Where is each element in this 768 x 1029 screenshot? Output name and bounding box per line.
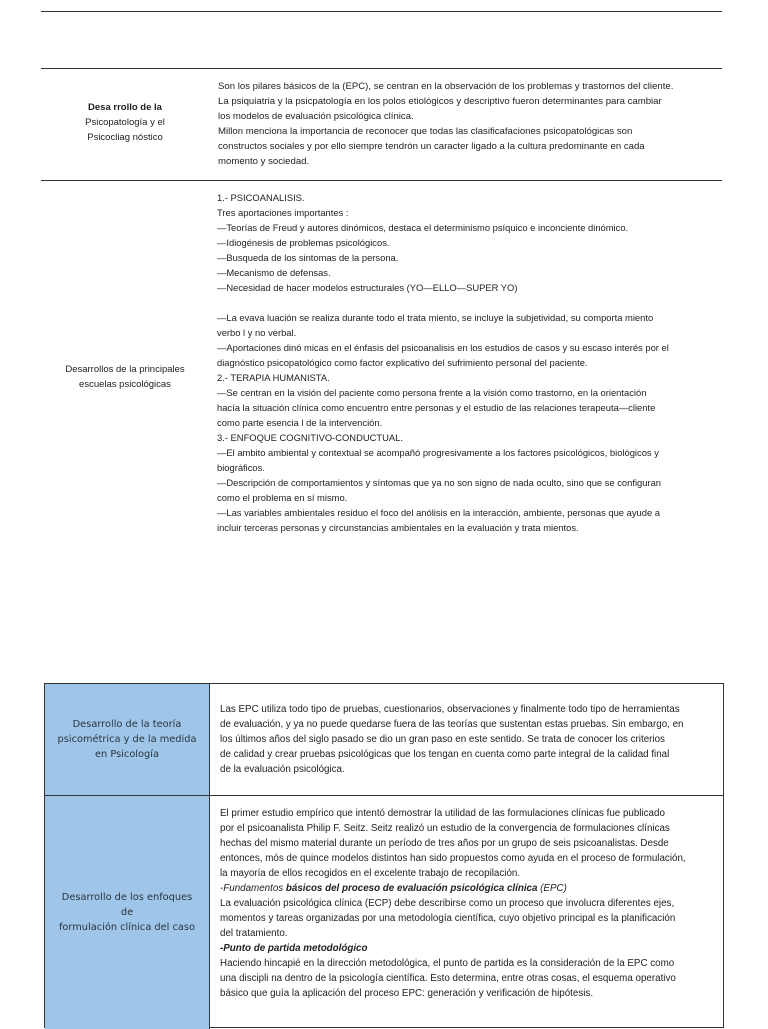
text-line: —El ambito ambiental y contextual se acompañó progresivamente a los factores psicológicos, biológicos y [217,447,659,458]
section2-top-rule [41,180,722,181]
subheading-prefix: -Fundamentos [220,883,286,894]
lower-table [44,683,724,1028]
text-line: verbo l y no verbal. [217,327,297,338]
text-line: de evaluación, y ya no puede quedarse fuera de las teorías que sustentan estas pruebas. Sin embargo, en [220,719,684,730]
text-line: —Teorías de Freud y autores dinómicos, destaca el determinismo psíquico e inconciente dinómico. [217,222,629,233]
section3-label-line: en Psicología [95,749,159,760]
section2-label-line: Desarrollos de la principales [65,364,185,375]
text-line: del tratamiento. [220,928,288,939]
text-line: 1.- PSICOANALISIS. [217,192,305,203]
section3-label-line: Desarrollo de la teoría [72,719,182,730]
top-rule [41,11,722,12]
text-line: biográficos. [217,462,265,473]
text-line: momentos y tareas organizadas por una metodología científica, cuyo objetivo principal es la planificación [220,913,676,924]
text-line: hacía la situación clínica como encuentro entre personas y el estudio de las relaciones terapeuta—cliente [217,402,656,413]
blank-line [217,295,703,310]
text-line: —Mecanismo de defensas. [217,267,331,278]
text-line: momento y sociedad. [218,156,310,167]
section2-label-line: escuelas psicológicas [79,379,171,390]
text-line: diagnóstico psicopatológico como factor explicativo del sufrimiento personal del paciente. [217,357,588,368]
text-line: constructos sociales y por ello siempre tendrón un caracter ligado a la cultura predominante en cada [218,141,645,152]
text-line: Las EPC utiliza todo tipo de pruebas, cuestionarios, observaciones y finalmente todo tipo de herramientas [220,704,680,715]
text-line: 3.- ENFOQUE COGNITIVO-CONDUCTUAL. [217,432,403,443]
text-line: como parte esencia l de la intervención. [217,417,383,428]
text-line: —Busqueda de los sintomas de la persona. [217,252,399,263]
section4-label-line: formulación clínica del caso [58,922,196,933]
section3-label-line: psicométrica y de la medida [57,734,197,745]
section2-label [55,362,195,392]
text-line: —Aportaciones dinó micas en el énfasis del psicoanalisis en los estudios de casos y su escaso interés por el [217,342,669,353]
text-line: 2.- TERAPIA HUMANISTA. [217,372,330,383]
text-line: —Descripción de comportamientos y síntomas que ya no son signo de nada oculto, sino que se configuran [217,477,662,488]
section1-top-rule [41,68,722,69]
text-line: hechas del mismo material durante un período de tres años por un grupo de seis psicoanalistas. Desde [220,838,669,849]
section1-label [60,100,190,145]
text-line: —Necesidad de hacer modelos estructurales (YO—ELLO—SUPER YO) [217,282,518,293]
text-line: como el problema en sí mismo. [217,492,348,503]
section3-label [45,684,210,795]
section1-label-line: Psicocliag nóstico [87,132,163,143]
section4-content [210,806,723,1001]
subheading-bold: básicos del proceso de evaluación psicológica clínica [285,883,538,894]
text-line: básico que guía la aplicación del proceso EPC: generación y verificación de hipótesis. [220,988,594,999]
section4-label-line: Desarrollo de los enfoques de [61,892,193,918]
section3-content [210,702,723,777]
text-line: los últimos años del siglo pasado se dio un gran paso en este sentido. Se trata de conocer los criterios [220,734,665,745]
subheading-suffix: (EPC) [537,883,567,894]
text-line: los modelos de evaluación psicológica clínica. [218,111,414,122]
section1-label-line: Psicopatología y el [85,117,165,128]
text-line: La evaluación psicológica clínica (ECP) debe describirse como un proceso que involucra diferentes ejes, [220,898,675,909]
text-line: Millon menciona la importancia de reconocer que todas las clasificafaciones psicopatológicas son [218,126,633,137]
subheading-fundamentos [220,881,713,896]
subheading-punto-de-partida: -Punto de partida metodológico [220,943,368,954]
text-line: Haciendo hincapié en la dirección metodológica, el punto de partida es la consideración de la EPC como [220,958,675,969]
text-line: —Las variables ambientales residuo el foco del anólisis en la interacción, ambiente, personas que ayude a [217,507,660,518]
text-line: Son los pilares básicos de la (EPC), se centran en la observación de los problemas y trastornos del cliente. [218,81,674,92]
section4-label [45,796,210,1029]
section2-content [217,190,703,535]
text-line: una discipli na dentro de la psicología científica. Esto determina, entre otras cosas, el esquema operativo [220,973,676,984]
text-line: por el psicoanalista Philip F. Seitz. Seitz realizó un estudio de la convergencia de formulaciones clínicas [220,823,670,834]
text-line: de calidad y crear pruebas psicológicas que los tengan en cuenta como parte integral de la calidad final [220,749,670,760]
text-line: El primer estudio empírico que intentó demostrar la utilidad de las formulaciones clínicas fue publicado [220,808,665,819]
section1-content [218,79,702,169]
text-line: Tres aportaciones importantes : [217,207,349,218]
text-line: La psiquiatria y la psicpatología en los polos etiológicos y descriptivo fueron determinantes para cambiar [218,96,662,107]
text-line: incluir terceras personas y circunstancias ambientales en la evaluación y trata mientos. [217,522,579,533]
section1-label-line: Desa rrollo de la [88,102,162,113]
text-line: la mayoría de ellos recogidos en el excelente trabajo de recopilación. [220,868,521,879]
text-line: —Se centran en la visión del paciente como persona frente a la visión como trastorno, en la orientación [217,387,647,398]
text-line: de la evaluación psicológica. [220,764,345,775]
text-line: —Idiogénesis de problemas psicológicos. [217,237,390,248]
text-line: —La evava luación se realiza durante todo el trata miento, se incluye la subjetividad, su comporta miento [217,312,654,323]
text-line: entonces, mós de quince modelos distintos han sido propuestos como ayuda en el proceso de formulación, [220,853,686,864]
